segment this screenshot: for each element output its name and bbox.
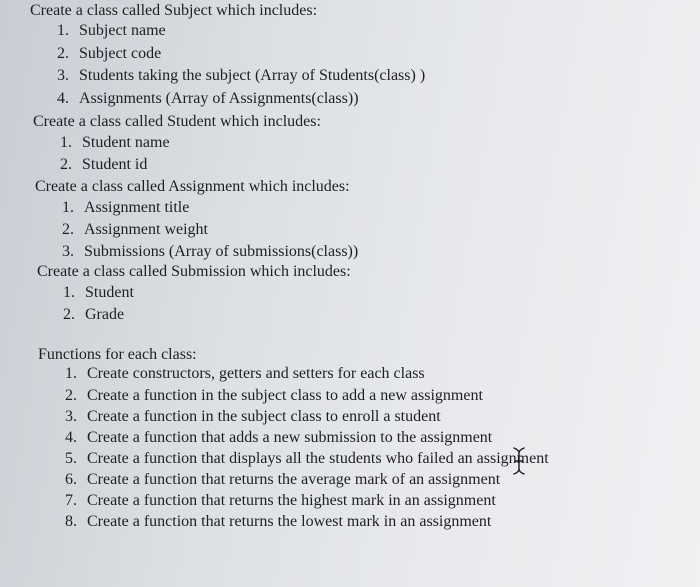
heading-student-class: Create a class called Student which includes: — [33, 113, 321, 130]
list-item — [62, 198, 189, 218]
item-number: 6. — [65, 471, 77, 488]
item-text: Grade — [85, 306, 125, 323]
item-text: Create a function in the subject class to enroll a student — [87, 408, 441, 425]
item-text: Assignment title — [84, 199, 190, 216]
item-text: Create a function that returns the average mark of an assignment — [87, 471, 501, 488]
list-item — [65, 428, 492, 448]
item-text: Student name — [82, 134, 170, 151]
item-text: Create constructors, getters and setters for each class — [87, 365, 425, 382]
item-number: 2. — [65, 387, 77, 404]
list-item — [63, 305, 124, 325]
item-number: 3. — [65, 408, 77, 425]
item-number: 1. — [65, 365, 77, 382]
list-item — [57, 66, 425, 86]
item-number: 2. — [62, 221, 74, 238]
list-item — [60, 155, 147, 175]
item-text: Student id — [82, 156, 148, 173]
item-number: 8. — [65, 513, 77, 530]
item-number: 3. — [57, 67, 69, 84]
item-number: 2. — [63, 306, 75, 323]
list-item — [57, 89, 359, 109]
item-text: Subject name — [79, 22, 166, 39]
item-number: 4. — [65, 429, 77, 446]
item-number: 2. — [60, 156, 72, 173]
item-text: Create a function in the subject class to add a new assignment — [87, 387, 483, 404]
item-number: 2. — [57, 45, 69, 62]
item-text: Assignment weight — [84, 221, 208, 238]
item-number: 4. — [57, 90, 69, 107]
list-item — [57, 44, 161, 64]
list-item — [63, 283, 134, 303]
item-number: 1. — [63, 284, 75, 301]
heading-assignment-class: Create a class called Assignment which includes: — [35, 178, 350, 195]
item-text: Student — [85, 284, 134, 301]
list-item — [65, 512, 491, 532]
list-item — [65, 407, 441, 427]
list-item — [62, 220, 208, 240]
item-text: Create a function that returns the highest mark in an assignment — [87, 492, 496, 509]
list-item — [65, 491, 496, 511]
list-item — [65, 449, 549, 469]
list-item — [65, 470, 500, 490]
item-number: 1. — [57, 22, 69, 39]
item-number: 1. — [62, 199, 74, 216]
item-number: 5. — [65, 450, 77, 467]
heading-subject-class: Create a class called Subject which includes: — [30, 2, 318, 19]
item-text: Create a function that adds a new submission to the assignment — [87, 429, 493, 446]
list-item — [65, 386, 483, 406]
list-item — [57, 21, 166, 41]
item-text: Create a function that displays all the students who failed an assignment — [87, 450, 549, 467]
list-item — [62, 242, 358, 262]
item-number: 1. — [60, 134, 72, 151]
list-item — [65, 364, 425, 384]
item-number: 3. — [62, 243, 74, 260]
item-text: Assignments (Array of Assignments(class)) — [79, 90, 359, 107]
item-text: Submissions (Array of submissions(class)) — [84, 243, 359, 260]
heading-submission-class: Create a class called Submission which includes: — [37, 263, 351, 280]
text-cursor-icon — [512, 446, 526, 476]
item-text: Students taking the subject (Array of Students(class) ) — [79, 67, 426, 84]
heading-functions: Functions for each class: — [38, 346, 197, 363]
list-item — [60, 133, 170, 153]
item-number: 7. — [65, 492, 77, 509]
item-text: Subject code — [79, 45, 162, 62]
item-text: Create a function that returns the lowest mark in an assignment — [87, 513, 492, 530]
